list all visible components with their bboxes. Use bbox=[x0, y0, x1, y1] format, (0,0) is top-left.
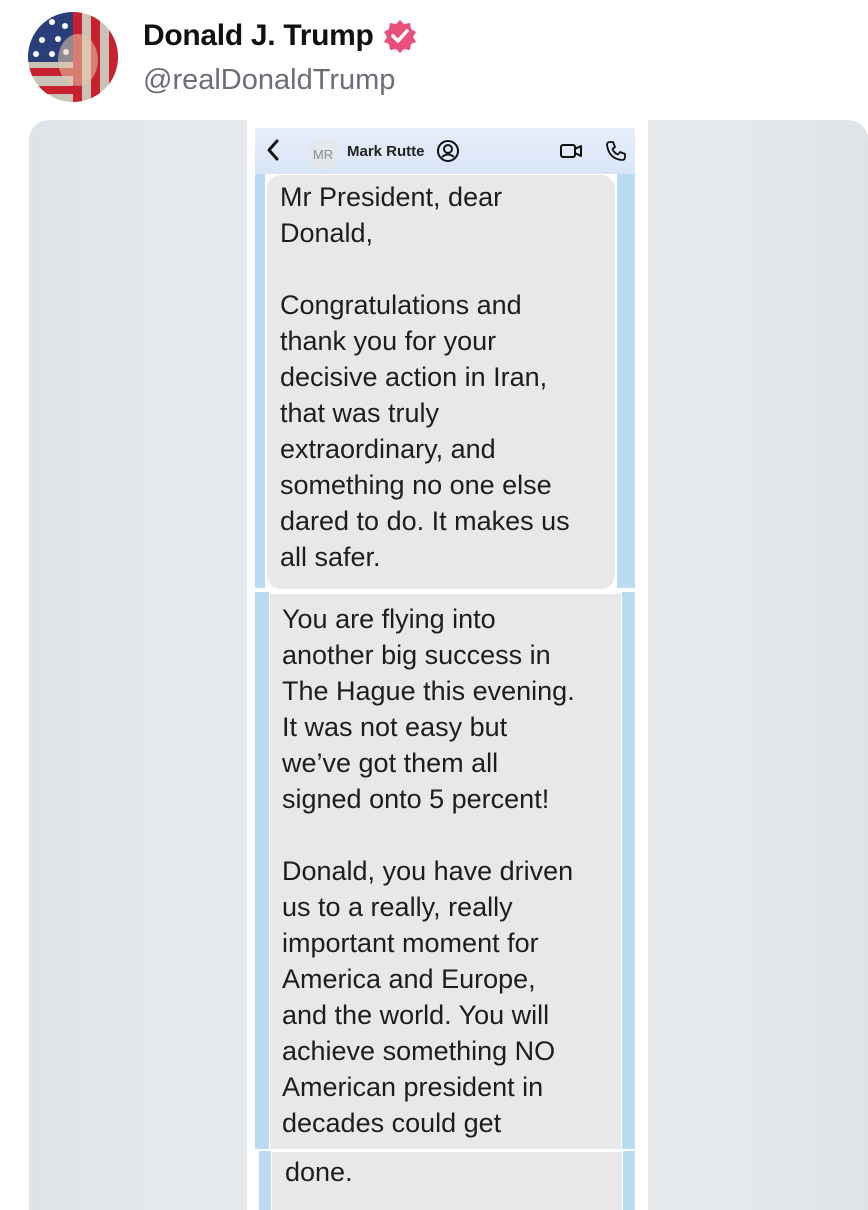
screenshot-seam bbox=[255, 1149, 635, 1151]
post-media[interactable] bbox=[29, 120, 868, 1210]
verified-badge-icon bbox=[382, 18, 418, 54]
screenshot-seam bbox=[255, 590, 635, 592]
chat-header bbox=[255, 128, 635, 174]
chat-background-strip bbox=[259, 1151, 271, 1210]
message-screenshot bbox=[247, 120, 648, 1210]
author-handle[interactable]: @realDonaldTrump bbox=[143, 64, 396, 96]
post-header bbox=[0, 0, 868, 120]
message-bubble: Mr President, dear Donald, Congratulations and thank you for your decisive action in Iran, that was truly extraordinary, and something no one else dared to do. It makes us all safer. bbox=[267, 175, 615, 589]
chat-background-strip bbox=[622, 592, 635, 1149]
phone-call-icon[interactable] bbox=[605, 140, 627, 167]
author-name[interactable]: Donald J. Trump bbox=[143, 19, 374, 52]
contact-profile-icon bbox=[436, 139, 460, 168]
contact-avatar[interactable]: MR bbox=[307, 138, 339, 170]
chat-background-strip bbox=[623, 1151, 635, 1210]
message-bubble: done. bbox=[272, 1152, 622, 1210]
chat-background-strip bbox=[617, 174, 635, 588]
contact-name[interactable]: Mark Rutte bbox=[347, 143, 425, 160]
video-call-icon[interactable] bbox=[559, 142, 583, 165]
author-avatar[interactable] bbox=[28, 12, 118, 102]
back-chevron-icon[interactable] bbox=[265, 136, 281, 169]
chat-background-strip bbox=[255, 174, 265, 588]
message-bubble: You are flying into another big success in The Hague this evening. It was not easy but we’ve got them all signed onto 5 percent! Donald, you have driven us to a really, really important moment for America and Europe, and the world. You will achieve something NO American president in decades could get bbox=[270, 594, 621, 1149]
chat-background-strip bbox=[255, 592, 269, 1149]
